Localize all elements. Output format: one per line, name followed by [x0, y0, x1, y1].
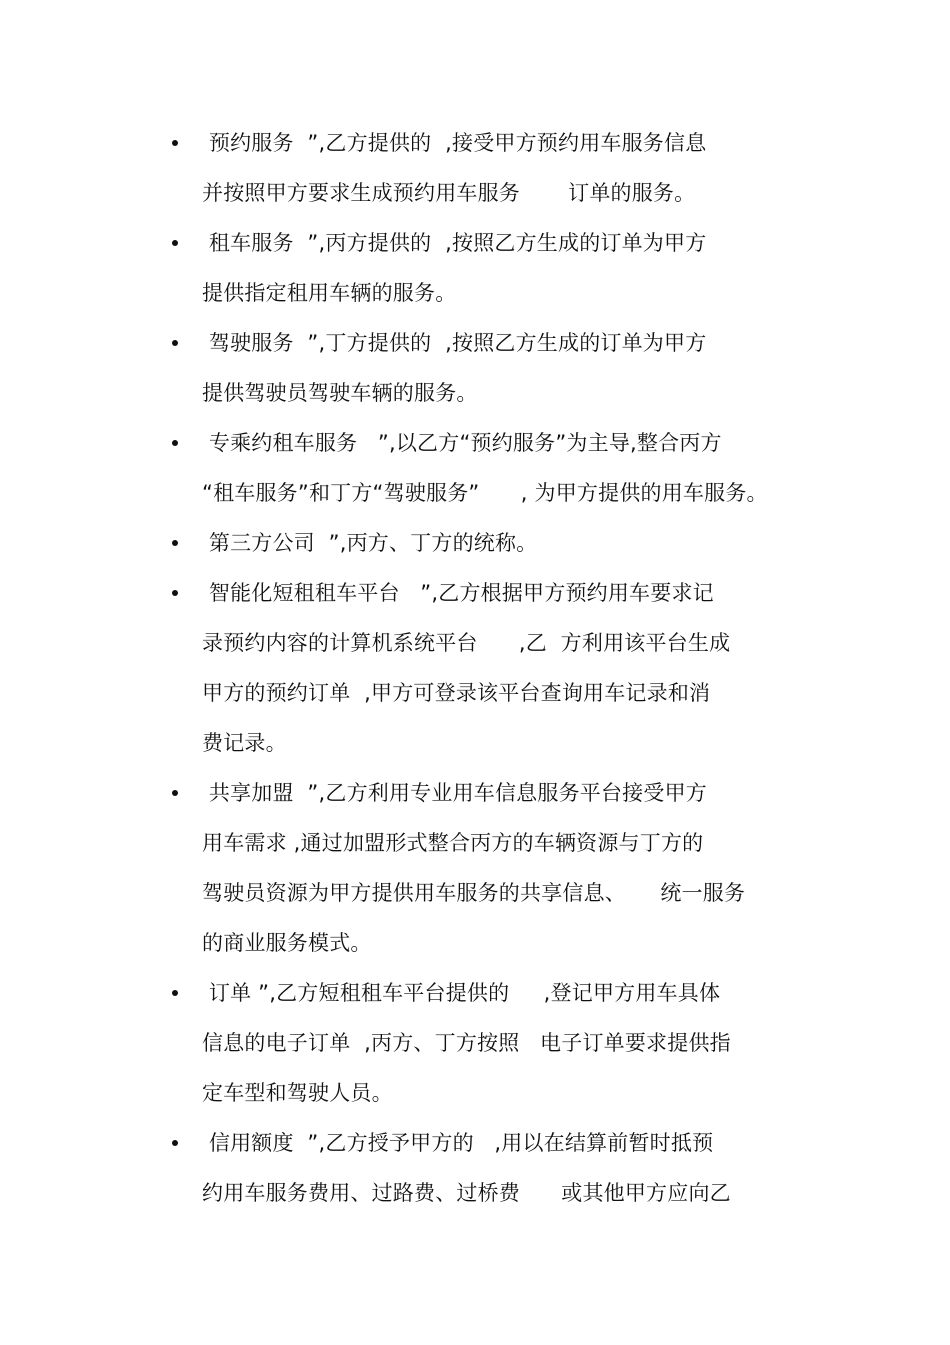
text-line: 智能化短租租车平台 ”,乙方根据甲方预约用车要求记 [202, 581, 714, 605]
text-line: “租车服务”和丁方“驾驶服务” , 为甲方提供的用车服务。 [202, 481, 768, 505]
definition-item-reservation-service [170, 118, 870, 218]
bullet-icon [172, 440, 178, 446]
bullet-icon [172, 340, 178, 346]
bullet-icon [172, 590, 178, 596]
definition-item-shared-franchise [170, 768, 870, 968]
text-line: 用车需求 ,通过加盟形式整合丙方的车辆资源与丁方的 [202, 831, 704, 855]
text-line: 信息的电子订单 ,丙方、丁方按照 电子订单要求提供指 [202, 1031, 731, 1055]
definition-item-credit-limit [170, 1118, 870, 1218]
text-line: 专乘约租车服务 ”,以乙方“预约服务”为主导,整合丙方 [202, 431, 722, 455]
text-line: 提供驾驶员驾驶车辆的服务。 [202, 381, 478, 405]
definition-item-order [170, 968, 870, 1118]
text-line: 录预约内容的计算机系统平台 ,乙 方利用该平台生成 [202, 631, 731, 655]
definition-item-chauffeur-service [170, 418, 870, 518]
bullet-icon [172, 540, 178, 546]
text-line: 第三方公司 ”,丙方、丁方的统称。 [202, 531, 538, 555]
bullet-icon [172, 790, 178, 796]
text-line: 驾驶服务 ”,丁方提供的 ,按照乙方生成的订单为甲方 [202, 331, 707, 355]
text-line: 信用额度 ”,乙方授予甲方的 ,用以在结算前暂时抵预 [202, 1131, 714, 1155]
bullet-icon [172, 990, 178, 996]
bullet-icon [172, 1140, 178, 1146]
text-line: 约用车服务费用、过路费、过桥费 或其他甲方应向乙 [202, 1181, 731, 1205]
text-line: 提供指定租用车辆的服务。 [202, 281, 457, 305]
text-line: 共享加盟 ”,乙方利用专业用车信息服务平台接受甲方 [202, 781, 707, 805]
text-line: 预约服务 ”,乙方提供的 ,接受甲方预约用车服务信息 [202, 131, 707, 155]
text-line: 的商业服务模式。 [202, 931, 372, 955]
text-line: 并按照甲方要求生成预约用车服务 订单的服务。 [202, 181, 696, 205]
definition-item-rental-service [170, 218, 870, 318]
bullet-icon [172, 240, 178, 246]
text-line: 费记录。 [202, 731, 287, 755]
text-line: 租车服务 ”,丙方提供的 ,按照乙方生成的订单为甲方 [202, 231, 707, 255]
text-line: 驾驶员资源为甲方提供用车服务的共享信息、 统一服务 [202, 881, 746, 905]
text-line: 定车型和驾驶人员。 [202, 1081, 393, 1105]
definition-item-smart-platform [170, 568, 870, 768]
text-line: 订单 ”,乙方短租租车平台提供的 ,登记甲方用车具体 [202, 981, 721, 1005]
definition-item-driving-service [170, 318, 870, 418]
text-line: 甲方的预约订单 ,甲方可登录该平台查询用车记录和消 [202, 681, 711, 705]
definition-list [170, 118, 870, 1218]
definition-item-third-party [170, 518, 870, 568]
bullet-icon [172, 140, 178, 146]
